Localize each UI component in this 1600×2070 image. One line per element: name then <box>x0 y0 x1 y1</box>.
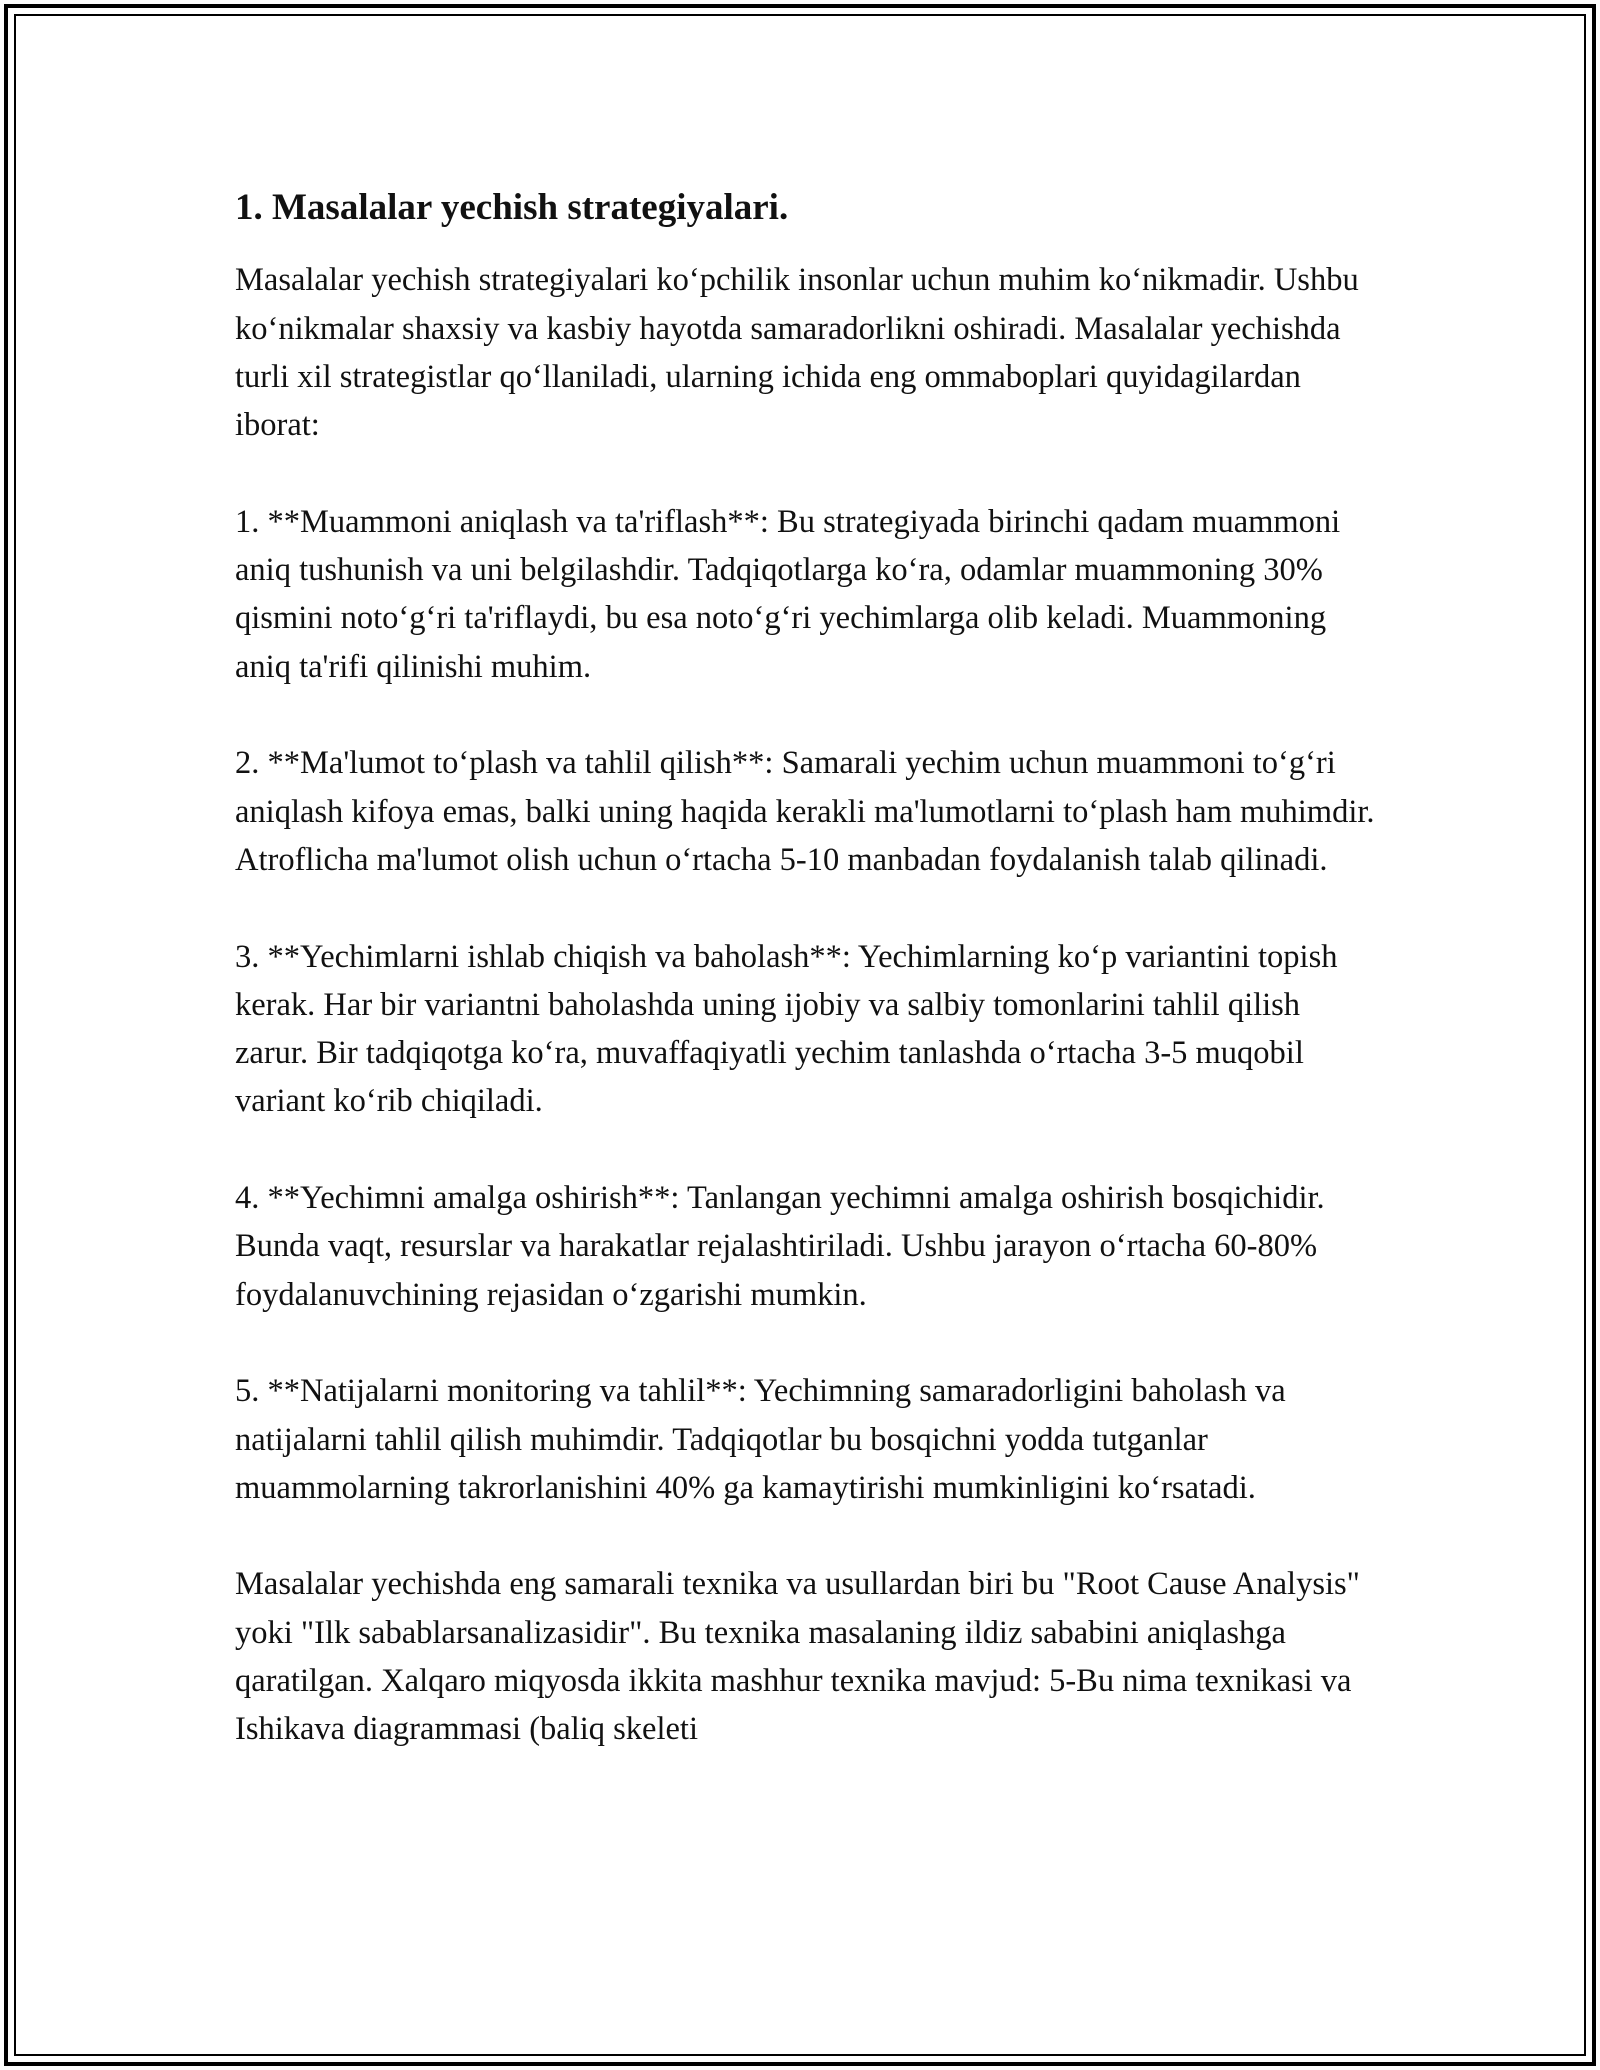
document-title: 1. Masalalar yechish strategiyalari. <box>235 187 789 228</box>
intro-paragraph: Masalalar yechish strategiyalari koʻpchilik insonlar uchun muhim koʻnikmadir. Ushbu koʻnikmalar shaxsiy va kasbiy hayotda samaradorlikni oshiradi. Masalalar yechishda turli xil strategistlar qoʻllaniladi, ularning ichida eng ommaboplari quyidagilardan iborat: <box>235 262 1359 444</box>
document-body <box>235 186 1375 1802</box>
strategy-paragraph-5: 5. **Natijalarni monitoring va tahlil**: Yechimning samaradorligini baholash va natijalarni tahlil qilish muhimdir. Tadqiqotlar bu bosqichni yodda tutganlar muammolarning takrorlanishini 40% ga kamaytirishi mumkinligini koʻrsatadi. <box>235 1373 1286 1506</box>
strategy-paragraph-1: 1. **Muammoni aniqlash va ta'riflash**: Bu strategiyada birinchi qadam muammoni aniq tushunish va uni belgilashdir. Tadqiqotlarga koʻra, odamlar muammoning 30% qismini notoʻgʻri ta'riflaydi, bu esa notoʻgʻri yechimlarga olib keladi. Muammoning aniq ta'rifi qilinishi muhim. <box>235 503 1341 685</box>
strategy-paragraph-2: 2. **Ma'lumot toʻplash va tahlil qilish**: Samarali yechim uchun muammoni toʻgʻri aniqlash kifoya emas, balki uning haqida kerakli ma'lumotlarni toʻplash ham muhimdir. Atroflicha ma'lumot olish uchun oʻrtacha 5-10 manbadan foydalanish talab qilinadi. <box>235 745 1375 878</box>
closing-paragraph: Masalalar yechishda eng samarali texnika va usullardan biri bu "Root Cause Analysis" yoki "Ilk sabablarsanalizasidir". Bu texnika masalaning ildiz sababini aniqlashga qaratilgan. Xalqaro miqyosda ikkita mashhur texnika mavjud: 5-Bu nima texnikasi va Ishikava diagrammasi (baliq skeleti <box>235 1566 1360 1748</box>
strategy-paragraph-3: 3. **Yechimlarni ishlab chiqish va baholash**: Yechimlarning koʻp variantini topish kerak. Har bir variantni baholashda uning ijobiy va salbiy tomonlarini tahlil qilish zarur. Bir tadqiqotga koʻra, muvaffaqiyatli yechim tanlashda oʻrtacha 3-5 muqobil variant koʻrib chiqiladi. <box>235 938 1338 1120</box>
strategy-paragraph-4: 4. **Yechimni amalga oshirish**: Tanlangan yechimni amalga oshirish bosqichidir. Bunda vaqt, resurslar va harakatlar rejalashtiriladi. Ushbu jarayon oʻrtacha 60-80% foydalanuvchining rejasidan oʻzgarishi mumkin. <box>235 1180 1325 1313</box>
